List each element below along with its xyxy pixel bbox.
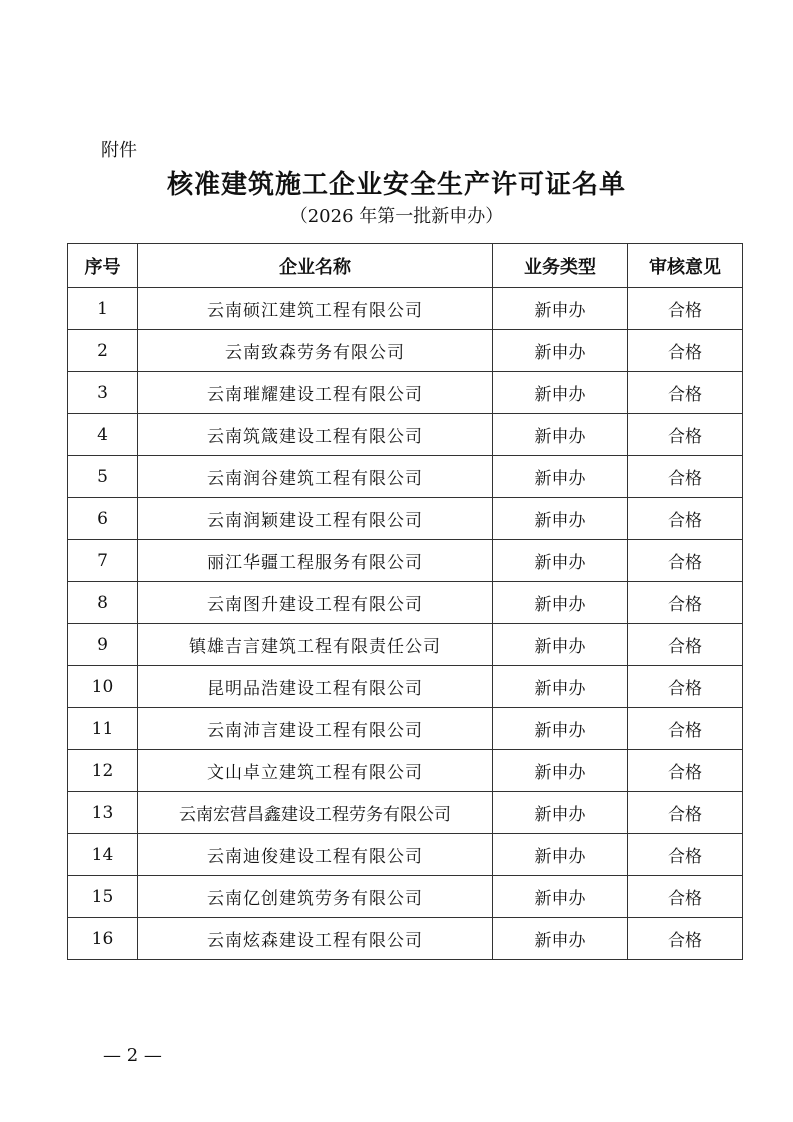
cell-review-opinion: 合格 — [628, 540, 743, 582]
table-header — [68, 244, 743, 288]
cell-serial-number: 11 — [68, 708, 138, 750]
table-row — [68, 372, 743, 414]
cell-serial-number: 9 — [68, 624, 138, 666]
cell-serial-number: 7 — [68, 540, 138, 582]
cell-business-type: 新申办 — [493, 624, 628, 666]
cell-review-opinion: 合格 — [628, 582, 743, 624]
cell-review-opinion: 合格 — [628, 918, 743, 960]
cell-review-opinion: 合格 — [628, 456, 743, 498]
table-row — [68, 414, 743, 456]
cell-review-opinion: 合格 — [628, 288, 743, 330]
cell-business-type: 新申办 — [493, 750, 628, 792]
cell-serial-number: 8 — [68, 582, 138, 624]
table-row — [68, 330, 743, 372]
cell-review-opinion: 合格 — [628, 834, 743, 876]
cell-company-name: 丽江华疆工程服务有限公司 — [138, 540, 493, 582]
cell-company-name: 云南硕江建筑工程有限公司 — [138, 288, 493, 330]
cell-business-type: 新申办 — [493, 666, 628, 708]
cell-review-opinion: 合格 — [628, 414, 743, 456]
cell-company-name: 云南筑箴建设工程有限公司 — [138, 414, 493, 456]
header-business-type: 业务类型 — [493, 244, 628, 288]
table-row — [68, 498, 743, 540]
cell-serial-number: 15 — [68, 876, 138, 918]
cell-business-type: 新申办 — [493, 498, 628, 540]
permit-list-table — [67, 243, 743, 960]
cell-business-type: 新申办 — [493, 330, 628, 372]
table-row — [68, 666, 743, 708]
table-row — [68, 834, 743, 876]
cell-serial-number: 1 — [68, 288, 138, 330]
cell-business-type: 新申办 — [493, 918, 628, 960]
table-header-row — [68, 244, 743, 288]
cell-review-opinion: 合格 — [628, 372, 743, 414]
cell-serial-number: 4 — [68, 414, 138, 456]
cell-business-type: 新申办 — [493, 582, 628, 624]
cell-serial-number: 2 — [68, 330, 138, 372]
table-row — [68, 540, 743, 582]
cell-company-name: 云南宏营昌鑫建设工程劳务有限公司 — [138, 792, 493, 834]
cell-company-name: 昆明品浩建设工程有限公司 — [138, 666, 493, 708]
cell-serial-number: 13 — [68, 792, 138, 834]
cell-company-name: 云南润谷建筑工程有限公司 — [138, 456, 493, 498]
cell-review-opinion: 合格 — [628, 666, 743, 708]
cell-business-type: 新申办 — [493, 288, 628, 330]
cell-serial-number: 5 — [68, 456, 138, 498]
cell-company-name: 云南迪俊建设工程有限公司 — [138, 834, 493, 876]
cell-serial-number: 12 — [68, 750, 138, 792]
table-row — [68, 750, 743, 792]
table-row — [68, 708, 743, 750]
document-subtitle: （2026 年第一批新申办） — [289, 206, 504, 227]
cell-business-type: 新申办 — [493, 792, 628, 834]
table-row — [68, 624, 743, 666]
cell-business-type: 新申办 — [493, 834, 628, 876]
cell-review-opinion: 合格 — [628, 498, 743, 540]
cell-business-type: 新申办 — [493, 414, 628, 456]
cell-company-name: 文山卓立建筑工程有限公司 — [138, 750, 493, 792]
header-serial-number: 序号 — [68, 244, 138, 288]
cell-business-type: 新申办 — [493, 456, 628, 498]
table-row — [68, 918, 743, 960]
cell-serial-number: 16 — [68, 918, 138, 960]
header-review-opinion: 审核意见 — [628, 244, 743, 288]
cell-company-name: 云南致森劳务有限公司 — [138, 330, 493, 372]
table-body — [68, 288, 743, 960]
cell-review-opinion: 合格 — [628, 624, 743, 666]
cell-review-opinion: 合格 — [628, 792, 743, 834]
cell-review-opinion: 合格 — [628, 708, 743, 750]
cell-company-name: 云南亿创建筑劳务有限公司 — [138, 876, 493, 918]
cell-company-name: 云南炫森建设工程有限公司 — [138, 918, 493, 960]
table-row — [68, 792, 743, 834]
cell-business-type: 新申办 — [493, 708, 628, 750]
cell-business-type: 新申办 — [493, 372, 628, 414]
cell-serial-number: 6 — [68, 498, 138, 540]
cell-review-opinion: 合格 — [628, 876, 743, 918]
table-row — [68, 582, 743, 624]
cell-review-opinion: 合格 — [628, 750, 743, 792]
cell-serial-number: 10 — [68, 666, 138, 708]
cell-company-name: 云南璀耀建设工程有限公司 — [138, 372, 493, 414]
cell-serial-number: 3 — [68, 372, 138, 414]
cell-company-name: 云南沛言建设工程有限公司 — [138, 708, 493, 750]
table-row — [68, 456, 743, 498]
cell-company-name: 云南图升建设工程有限公司 — [138, 582, 493, 624]
cell-company-name: 云南润颖建设工程有限公司 — [138, 498, 493, 540]
header-company-name: 企业名称 — [138, 244, 493, 288]
document-title: 核准建筑施工企业安全生产许可证名单 — [166, 170, 626, 200]
cell-business-type: 新申办 — [493, 540, 628, 582]
attachment-label: 附件 — [101, 140, 137, 161]
table-row — [68, 876, 743, 918]
table-row — [68, 288, 743, 330]
cell-review-opinion: 合格 — [628, 330, 743, 372]
cell-company-name: 镇雄吉言建筑工程有限责任公司 — [138, 624, 493, 666]
page-number: — 2 — — [103, 1045, 162, 1066]
cell-serial-number: 14 — [68, 834, 138, 876]
cell-business-type: 新申办 — [493, 876, 628, 918]
